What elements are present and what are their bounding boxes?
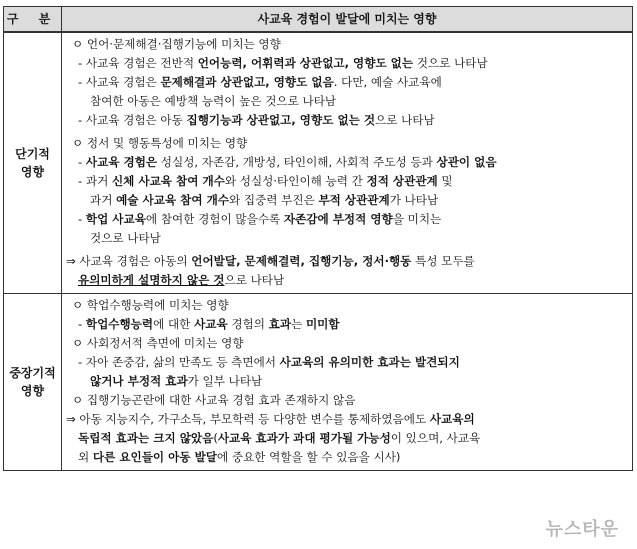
section-heading: ㅇ 언어·문제해결·집행기능에 미치는 영향 [72,37,281,51]
conclusion-cont: 외 다른 요인들이 아동 발달에 중요한 역할을 할 수 있음을 시사) [78,450,401,464]
content-short-term [62,32,633,294]
list-item: - 사교육 경험은 문제해결과 상관없고, 영향도 없음. 다만, 예술 사교육에 [78,75,442,89]
conclusion: ⇒ 사교육 경험은 아동의 언어발달, 문제해결력, 집행기능, 정서·행동 특성 모두를 [66,254,475,268]
content-long-term [62,294,633,471]
list-item: - 사교육 경험은 성실성, 자존감, 개방성, 타인이해, 사회적 주도성 등과 상관이 없음 [78,155,497,169]
header-title: 사교육 경험이 발달에 미치는 영향 [62,7,633,33]
list-item: - 과거 신체 사교육 참여 개수와 성실성·타인이해 능력 간 정적 상관관계 및 [78,174,453,188]
category-label: 중장기적 [9,366,56,380]
category-label: 영향 [20,384,45,398]
section-heading: ㅇ 학업수행능력에 미치는 영향 [72,298,229,312]
list-item: - 학업수행능력에 대한 사교육 경험의 효과는 미미함 [78,317,340,331]
watermark-logo: 뉴스타운 [545,519,619,540]
category-label: 단기적 [15,147,50,161]
list-item: - 자아 존중감, 삶의 만족도 등 측면에서 사교육의 유의미한 효과는 발견되지 [78,355,460,369]
conclusion-cont: 독립적 효과는 크지 않았음(사교육 효과가 과대 평가될 가능성이 있으며, 사교육 [78,431,481,445]
category-label: 영향 [20,165,45,179]
list-item: - 학업 사교육에 참여한 경험이 많을수록 자존감에 부정적 영향을 미치는 [78,212,442,226]
table-header-row [4,7,633,33]
section-heading: ㅇ 집행기능곤란에 대한 사교육 경험 효과 존재하지 않음 [72,393,356,407]
list-item: - 사교육 경험은 전반적 언어능력, 어휘력과 상관없고, 영향도 없는 것으로 나타남 [78,56,488,70]
list-item-cont: 것으로 나타남 [90,231,161,245]
list-item-cont: 참여한 아동은 예방책 능력이 높은 것으로 나타남 [90,94,337,108]
conclusion: ⇒ 아동 지능지수, 가구소득, 부모학력 등 다양한 변수를 통제하였음에도 사교육의 [66,412,475,426]
category-short-term [4,32,62,294]
conclusion-cont: 유의미하게 설명하지 않은 것으로 나타남 [78,273,285,287]
section-heading: ㅇ 정서 및 행동특성에 미치는 영향 [72,136,248,150]
category-long-term [4,294,62,471]
header-category: 구 분 [4,7,62,33]
impact-table [3,6,633,471]
list-item: - 사교육 경험은 아동 집행기능과 상관없고, 영향도 없는 것으로 나타남 [78,113,435,127]
table-row-short-term [4,32,633,294]
table-row-long-term [4,294,633,471]
section-heading: ㅇ 사회정서적 측면에 미치는 영향 [72,336,244,350]
list-item-cont: 과거 예술 사교육 참여 개수와 집중력 부진은 부적 상관관계가 나타남 [90,193,439,207]
list-item-cont: 않거나 부정적 효과가 일부 나타남 [90,374,263,388]
